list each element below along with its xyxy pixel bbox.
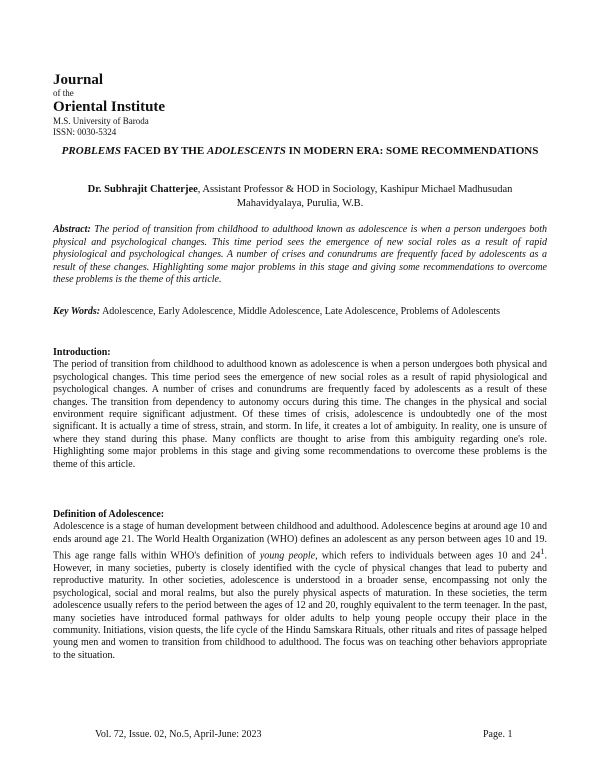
journal-masthead <box>53 72 165 138</box>
title-part2: FACED BY THE <box>120 145 207 157</box>
keywords <box>53 306 547 319</box>
keywords-text: Adolescence, Early Adolescence, Middle Adolescence, Late Adolescence, Problems of Adolescents <box>100 306 501 317</box>
abstract <box>53 224 547 287</box>
definition-text <box>53 521 547 662</box>
introduction-section <box>53 347 547 471</box>
journal-name-line2: Oriental Institute <box>53 99 166 115</box>
footer-volume: Vol. 72, Issue. 02, No.5, April-June: 2023 <box>95 729 262 740</box>
title-adolescents: ADOLESCENTS <box>206 145 286 157</box>
definition-heading: Definition of Adolescence: <box>53 509 165 520</box>
definition-text-a: Adolescence is a stage of human development between childhood and adulthood. Adolescence begins at around age 10 and ends around age 21. The World Health Organization (WHO) defines an adolescent as any person between ages 10 and 19. This age range falls within WHO's definition of <box>53 521 547 562</box>
author-name: Dr. Subhrajit Chatterjee <box>87 184 198 195</box>
definition-section <box>53 509 547 662</box>
journal-name-line1: Journal <box>53 72 104 88</box>
definition-young-people: young people <box>259 550 316 562</box>
abstract-text: The period of transition from childhood to adulthood known as adolescence is when a person undergoes both physical and psychological changes. This time period sees the emergence of new social roles as a result of rapid physiological and psychological changes. A number of crises and conundrums are frequently faced by adolescents as a result of these changes. Highlighting some major problems in this stage and giving some recommendations to overcome these problems is the theme of this article. <box>53 224 547 286</box>
introduction-heading: Introduction: <box>53 347 111 358</box>
abstract-label: Abstract: <box>53 224 91 235</box>
article-title <box>53 144 547 158</box>
journal-issn: ISSN: 0030-5324 <box>53 127 117 137</box>
title-part4: IN MODERN ERA: SOME RECOMMENDATIONS <box>285 145 539 157</box>
definition-text-b: , which refers to individuals between ages 10 and 24 <box>315 550 541 562</box>
footer-page-number: Page. 1 <box>483 729 513 740</box>
introduction-text: The period of transition from childhood to adulthood known as adolescence is when a person undergoes both physical and psychological changes. This time period sees the emergence of new social roles as a result of rapid physiological and psychological changes. A number of crises and conundrums are frequently faced by adolescents as a result of these changes. The transition from dependency to autonomy occurs during this time. The changes in the physical and social environment require significant adjustment. Of these times of crisis, adolescence is undoubtedly one of the most significant. It is actually a time of stress, strain, and storm. In life, it creates a lot of ambiguity. In reality, one is unsure of where they stand during this phase. Many conflicts are thought to arise from this ambiguity regarding one's role. Highlighting some major problems in this stage and giving some recommendations to overcome these problems is the theme of this article. <box>53 359 547 470</box>
journal-university: M.S. University of Baroda <box>53 116 149 126</box>
definition-text-c: . However, in many societies, puberty is closely identified with the cycle of physical changes that lead to puberty and reproductive maturity. In other societies, adolescence is understood in a broader sense, encompassing not only the psychological, social and moral realms, but also the purely physical aspects of maturation. In these societies, the term adolescence usually refers to the period between the ages of 12 and 20, roughly equivalent to the term teenager. In the past, many societies have introduced formal pathways for older adults to help young people occupy their place in the community. Initiations, vision quests, the life cycle of the Hindu Samskara Rituals, other rituals and rites of passage helped young men and women to transition from childhood to adulthood. The focus was on teaching other behaviors appropriate to the situation. <box>53 550 547 661</box>
title-problems: PROBLEMS <box>61 145 121 157</box>
author-line <box>53 183 547 211</box>
keywords-label: Key Words: <box>53 306 101 317</box>
footnote-marker[interactable]: 1 <box>540 547 545 557</box>
author-affiliation: , Assistant Professor & HOD in Sociology, Kashipur Michael Madhusudan Mahavidyalaya, Purulia, W.B. <box>197 184 513 209</box>
journal-of-the: of the <box>53 88 74 98</box>
